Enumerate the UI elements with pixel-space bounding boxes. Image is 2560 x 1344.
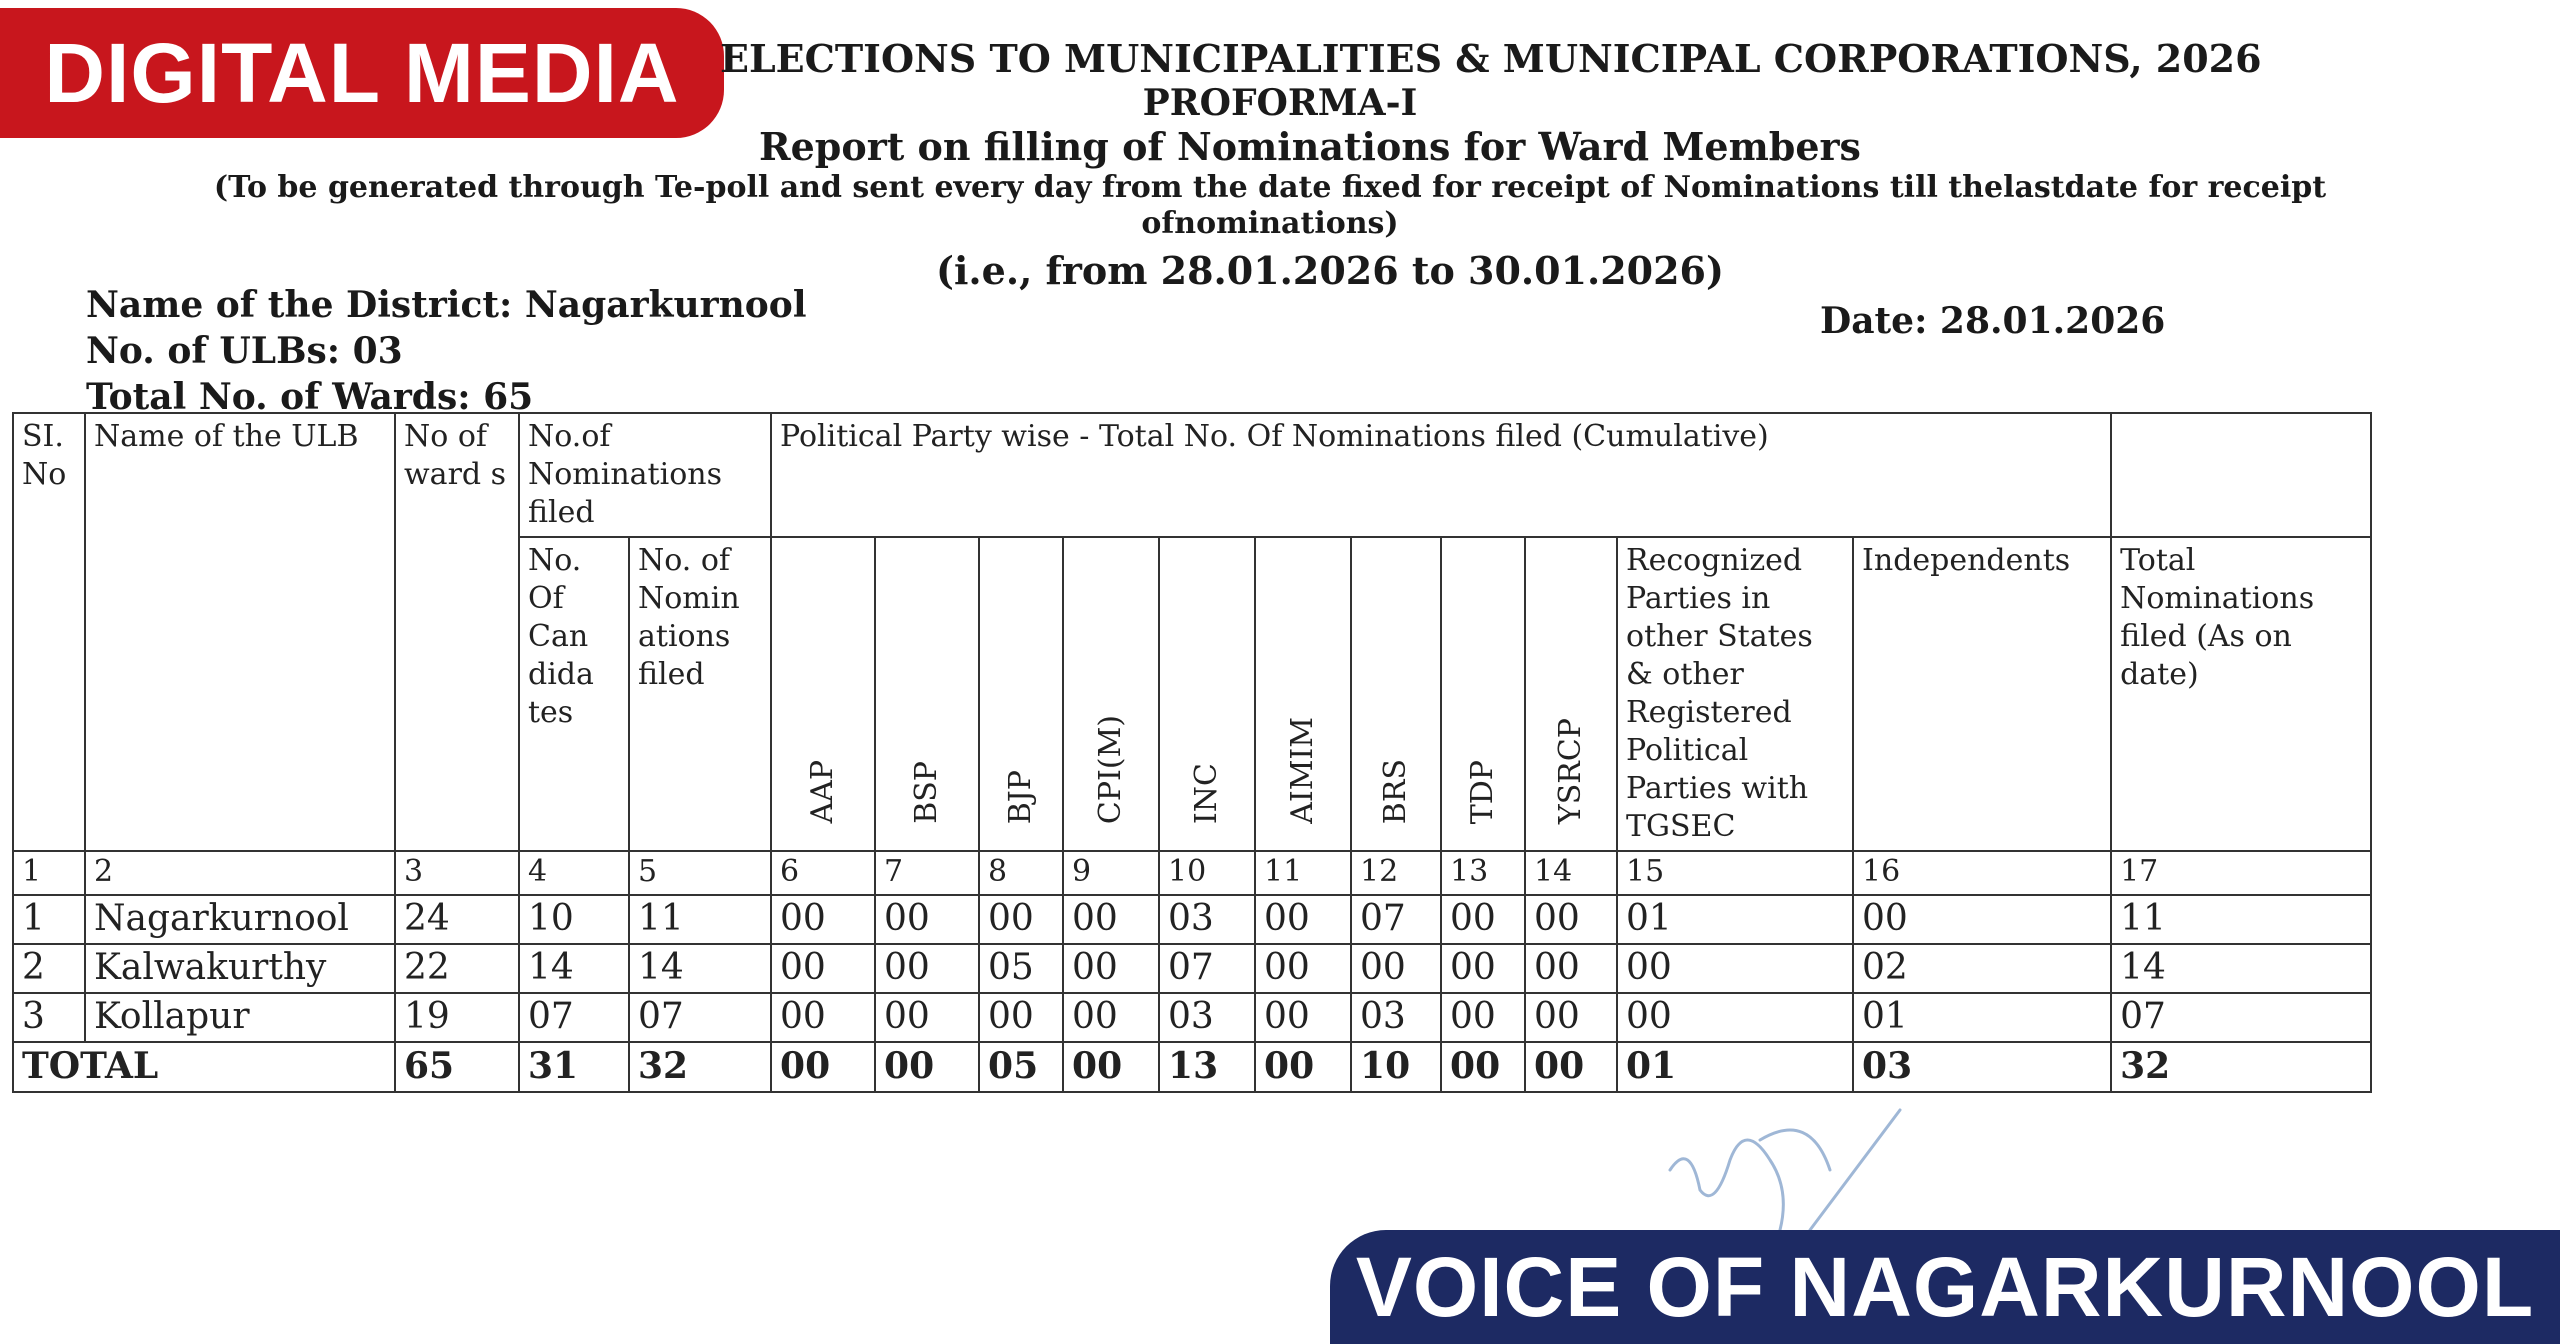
cell: 00 [1063, 944, 1159, 993]
cell: 22 [395, 944, 519, 993]
colnum: 17 [2111, 851, 2371, 895]
cell: 00 [771, 993, 875, 1042]
colnum: 4 [519, 851, 629, 895]
cell: 11 [2111, 895, 2371, 944]
colnum: 11 [1255, 851, 1351, 895]
col-header-ysrcp: YSRCP [1525, 537, 1617, 851]
cell: 00 [1617, 993, 1853, 1042]
report-period: (i.e., from 28.01.2026 to 30.01.2026) [936, 248, 1724, 293]
cell: 03 [1351, 993, 1441, 1042]
cell: 00 [771, 895, 875, 944]
cell: Nagarkurnool [85, 895, 395, 944]
cell: 00 [1063, 895, 1159, 944]
total-cell: 00 [1063, 1042, 1159, 1092]
total-cell: 13 [1159, 1042, 1255, 1092]
colnum: 16 [1853, 851, 2111, 895]
report-instruction: (To be generated through Te-poll and sent every day from the date fixed for receipt of Nominations till thelastdate for receipt ofnominations) [213, 170, 2327, 241]
cell: 1 [13, 895, 85, 944]
col-header-recognized: Recognized Parties in other States & other Registered Political Parties with TGSEC [1617, 537, 1853, 851]
cell: 00 [1255, 895, 1351, 944]
col-header-tdp: TDP [1441, 537, 1525, 851]
col-header-cpim: CPI(M) [1063, 537, 1159, 851]
total-cell: 00 [875, 1042, 979, 1092]
col-header-aap: AAP [771, 537, 875, 851]
total-cell: 00 [1525, 1042, 1617, 1092]
cell: 07 [519, 993, 629, 1042]
digital-media-badge: DIGITAL MEDIA [0, 8, 724, 138]
cell: 03 [1159, 895, 1255, 944]
cell: 19 [395, 993, 519, 1042]
total-cell: 32 [2111, 1042, 2371, 1092]
cell: 07 [629, 993, 771, 1042]
colnum: 6 [771, 851, 875, 895]
colnum: 13 [1441, 851, 1525, 895]
total-label: TOTAL [13, 1042, 395, 1092]
cell: 00 [771, 944, 875, 993]
colnum: 14 [1525, 851, 1617, 895]
col-header-candidates: No. Of Can dida tes [519, 537, 629, 851]
total-cell: 32 [629, 1042, 771, 1092]
colnum: 5 [629, 851, 771, 895]
cell: 11 [629, 895, 771, 944]
cell: 00 [979, 993, 1063, 1042]
cell: 00 [1351, 944, 1441, 993]
table-row-kalwakurthy [13, 944, 2371, 993]
cell: 00 [1255, 993, 1351, 1042]
cell: Kollapur [85, 993, 395, 1042]
col-header-brs: BRS [1351, 537, 1441, 851]
cell: 00 [1617, 944, 1853, 993]
voice-of-nagarkurnool-badge: VOICE OF NAGARKURNOOL [1330, 1230, 2560, 1344]
total-cell: 03 [1853, 1042, 2111, 1092]
col-header-bsp: BSP [875, 537, 979, 851]
cell: 01 [1853, 993, 2111, 1042]
table-row-total [13, 1042, 2371, 1092]
cell: 00 [1441, 895, 1525, 944]
cell: 00 [1255, 944, 1351, 993]
cell: 07 [1351, 895, 1441, 944]
col-header-blank [2111, 413, 2371, 537]
column-number-row [13, 851, 2371, 895]
cell: 00 [875, 895, 979, 944]
total-cell: 00 [771, 1042, 875, 1092]
signature [1660, 1100, 1920, 1240]
table-row-kollapur [13, 993, 2371, 1042]
ward-count: Total No. of Wards: 65 [86, 376, 534, 418]
cell: 02 [1853, 944, 2111, 993]
cell: 07 [1159, 944, 1255, 993]
nominations-table [12, 412, 2372, 1093]
cell: 00 [875, 993, 979, 1042]
total-cell: 01 [1617, 1042, 1853, 1092]
col-header-independents: Independents [1853, 537, 2111, 851]
col-header-bjp: BJP [979, 537, 1063, 851]
cell: 00 [1525, 993, 1617, 1042]
cell: 14 [629, 944, 771, 993]
cell: 24 [395, 895, 519, 944]
total-cell: 00 [1255, 1042, 1351, 1092]
total-cell: 65 [395, 1042, 519, 1092]
col-header-ulb: Name of the ULB [85, 413, 395, 851]
table-row-nagarkurnool [13, 895, 2371, 944]
cell: 14 [2111, 944, 2371, 993]
cell: 00 [1441, 993, 1525, 1042]
district-name: Name of the District: Nagarkurnool [86, 284, 807, 326]
cell: 3 [13, 993, 85, 1042]
proforma-label: PROFORMA-I [1142, 82, 1418, 124]
cell: 2 [13, 944, 85, 993]
col-header-party-wise: Political Party wise - Total No. Of Nominations filed (Cumulative) [771, 413, 2111, 537]
col-header-nominations: No.of Nominations filed [519, 413, 771, 537]
report-title: ELECTIONS TO MUNICIPALITIES & MUNICIPAL CORPORATIONS, 2026 [720, 36, 2262, 81]
cell: 05 [979, 944, 1063, 993]
colnum: 15 [1617, 851, 1853, 895]
colnum: 3 [395, 851, 519, 895]
colnum: 9 [1063, 851, 1159, 895]
ulb-count: No. of ULBs: 03 [86, 330, 403, 372]
colnum: 7 [875, 851, 979, 895]
col-header-wards: No of ward s [395, 413, 519, 851]
cell: 00 [1525, 895, 1617, 944]
colnum: 10 [1159, 851, 1255, 895]
cell: 07 [2111, 993, 2371, 1042]
col-header-aimim: AIMIM [1255, 537, 1351, 851]
cell: 01 [1617, 895, 1853, 944]
col-header-total: Total Nominations filed (As on date) [2111, 537, 2371, 851]
cell: 10 [519, 895, 629, 944]
col-header-nominations-filed: No. of Nomin ations filed [629, 537, 771, 851]
colnum: 12 [1351, 851, 1441, 895]
cell: 00 [1525, 944, 1617, 993]
cell: 14 [519, 944, 629, 993]
col-header-sl: SI. No [13, 413, 85, 851]
colnum: 2 [85, 851, 395, 895]
cell: 00 [1441, 944, 1525, 993]
report-date: Date: 28.01.2026 [1820, 300, 2166, 342]
cell: 00 [979, 895, 1063, 944]
colnum: 1 [13, 851, 85, 895]
cell: 00 [875, 944, 979, 993]
total-cell: 05 [979, 1042, 1063, 1092]
cell: 00 [1853, 895, 2111, 944]
total-cell: 10 [1351, 1042, 1441, 1092]
col-header-inc: INC [1159, 537, 1255, 851]
cell: 03 [1159, 993, 1255, 1042]
colnum: 8 [979, 851, 1063, 895]
cell: 00 [1063, 993, 1159, 1042]
report-subtitle: Report on filling of Nominations for Ward Members [759, 124, 1861, 169]
total-cell: 00 [1441, 1042, 1525, 1092]
total-cell: 31 [519, 1042, 629, 1092]
cell: Kalwakurthy [85, 944, 395, 993]
